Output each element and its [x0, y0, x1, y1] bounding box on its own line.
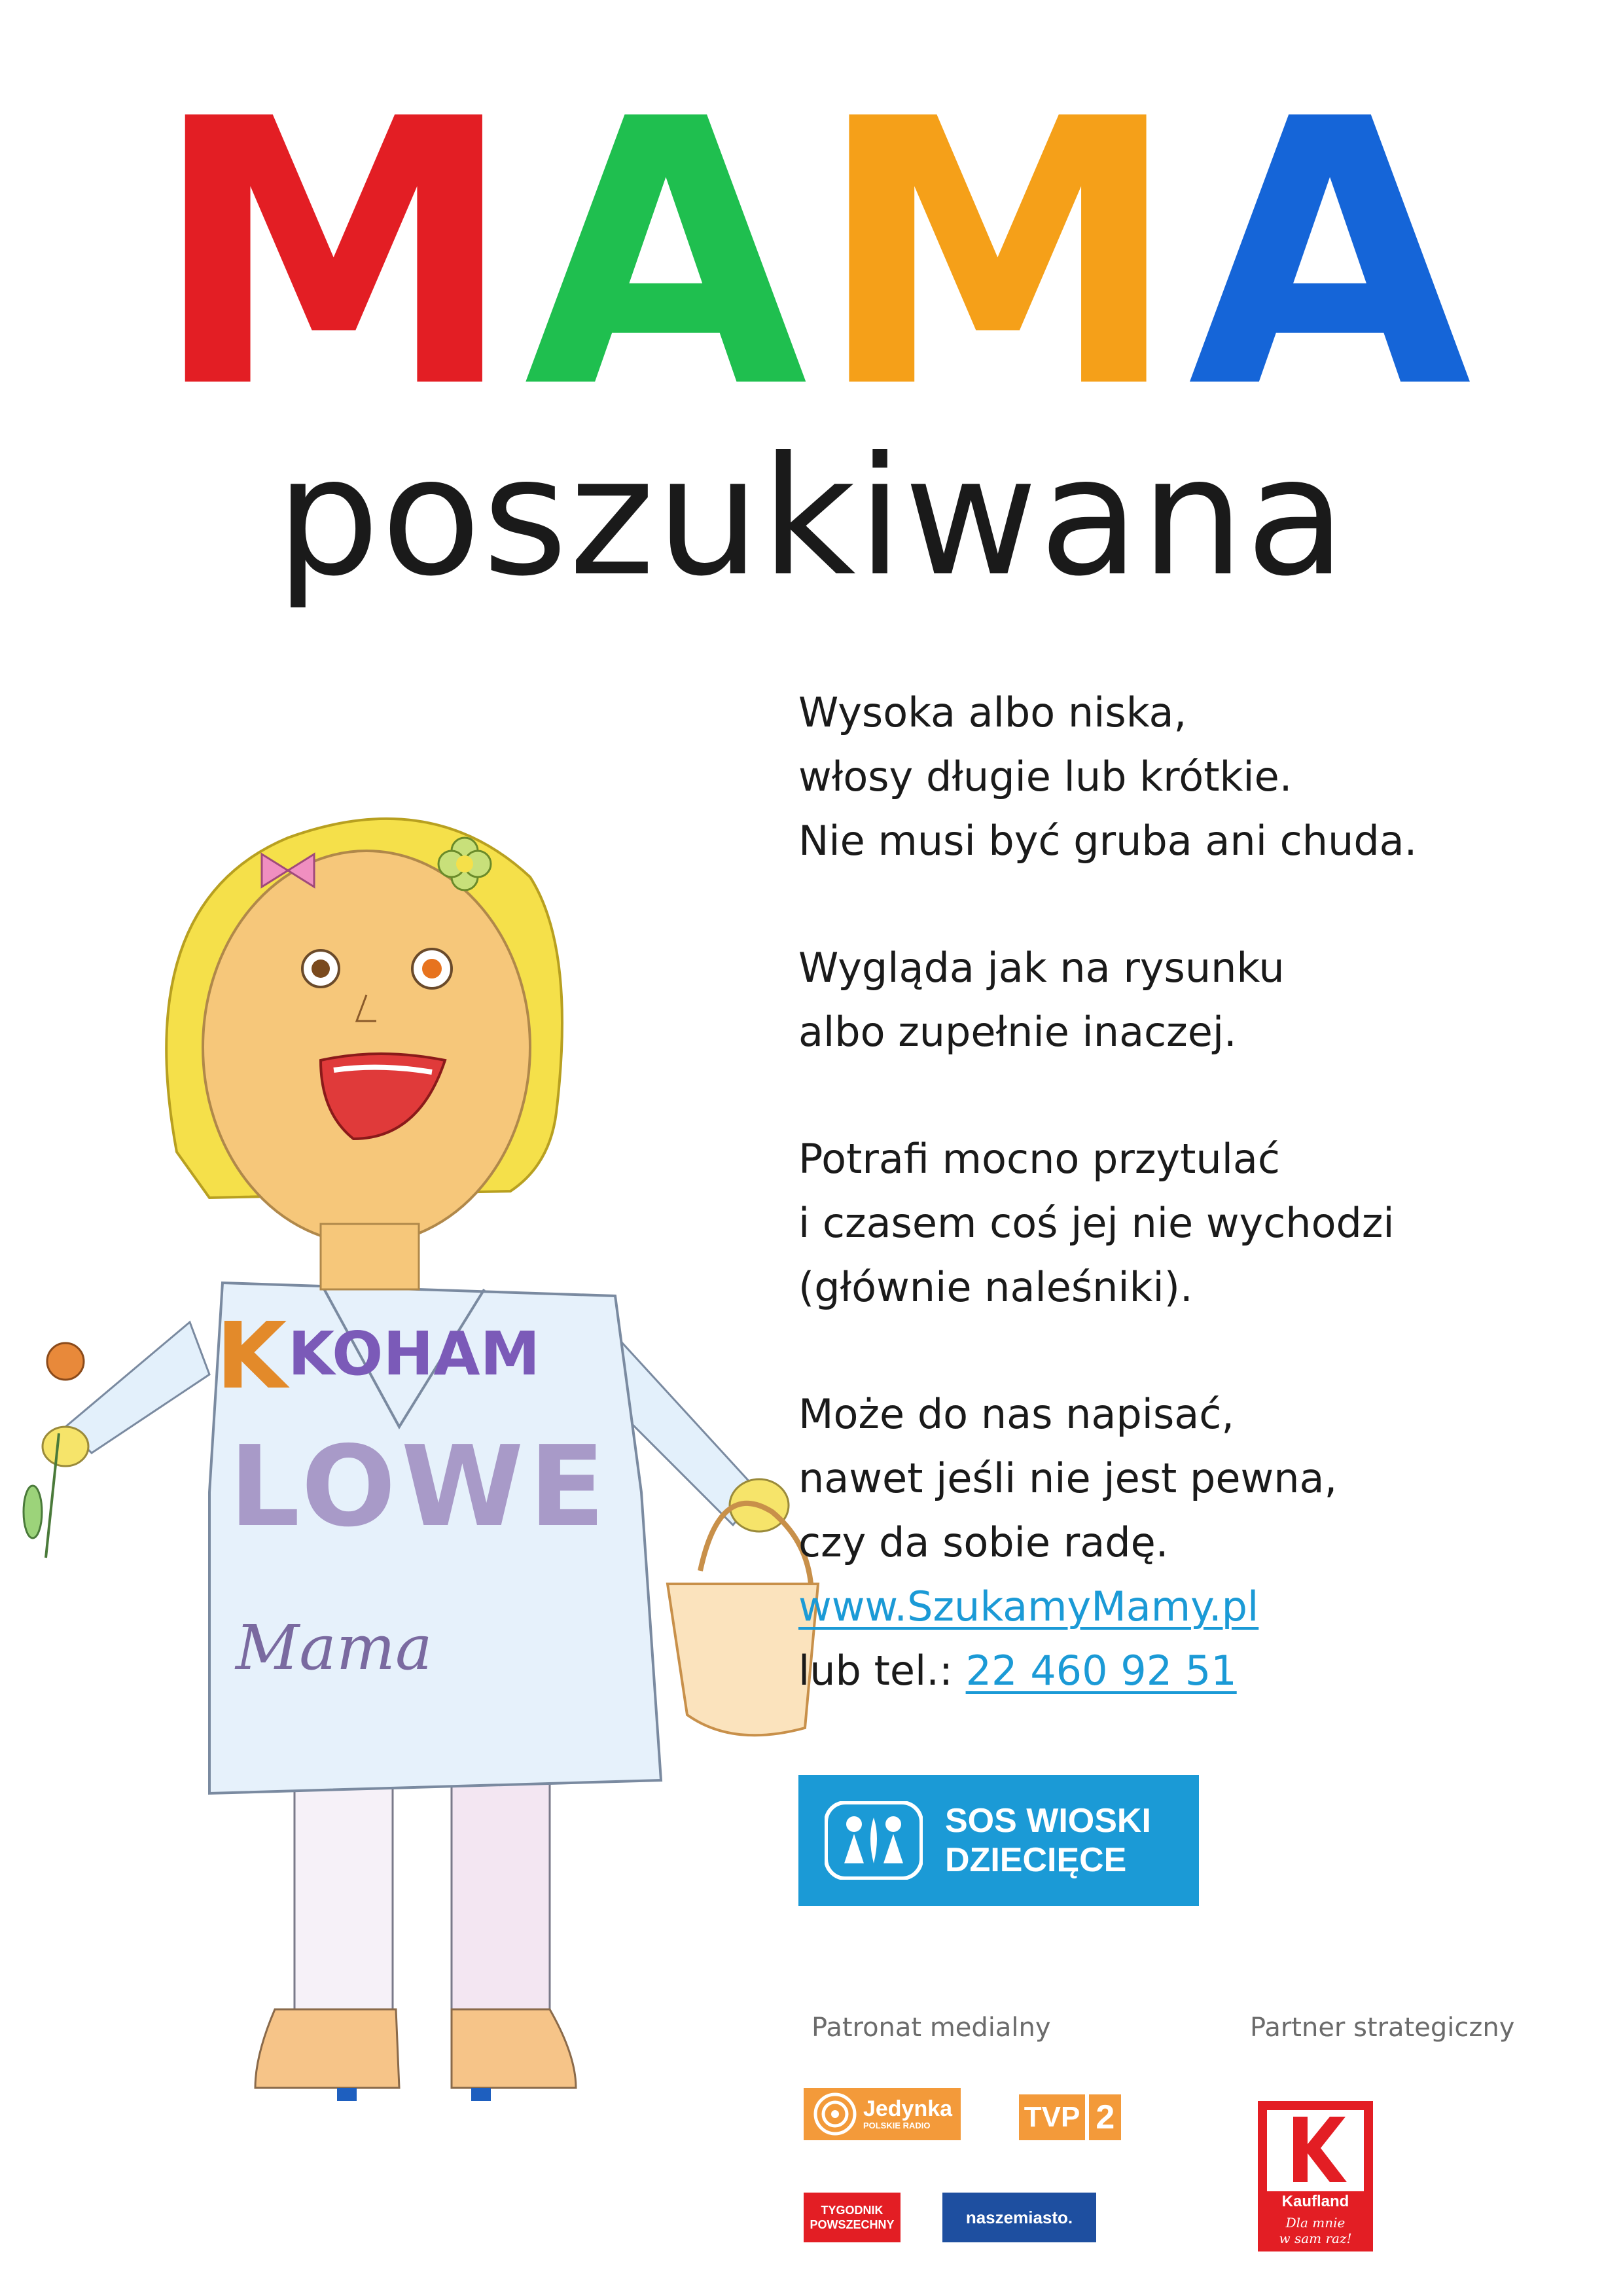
kaufland-slogan-2: w sam raz! — [1279, 2231, 1352, 2246]
poem-line: czy da sobie radę. — [798, 1518, 1169, 1566]
poem-line: Może do nas napisać, — [798, 1390, 1235, 1438]
jedynka-logo — [804, 2088, 961, 2140]
poster-subtitle: poszukiwana — [276, 422, 1347, 612]
kaufland-slogan — [1258, 2215, 1373, 2246]
naszemiasto-name: naszemiasto. — [965, 2207, 1073, 2227]
poem-line: i czasem coś jej nie wychodzi — [798, 1199, 1395, 1247]
poem-line: Potrafi mocno przytulać — [798, 1135, 1281, 1183]
kaufland-slogan-1: Dla mnie — [1285, 2215, 1346, 2231]
phone-prefix: lub tel.: — [798, 1647, 953, 1695]
poem-line: włosy długie lub krótkie. — [798, 753, 1293, 800]
kaufland-k-icon — [1267, 2110, 1364, 2191]
poem-line: nawet jeśli nie jest pewna, — [798, 1454, 1338, 1502]
title-letter-m2: M — [815, 42, 1181, 469]
stanza-4 — [798, 1382, 1551, 1703]
kaufland-k-box — [1267, 2110, 1364, 2191]
poem-text — [798, 681, 1551, 1703]
tygodnik-powszechny-logo — [804, 2193, 901, 2242]
radio-waves-icon — [812, 2091, 858, 2137]
sos-line-2: DZIECIĘCE — [945, 1841, 1127, 1879]
poster-title — [0, 42, 1623, 469]
jedynka-sub: POLSKIE RADIO — [863, 2121, 931, 2130]
tvp2-logo — [1001, 2094, 1139, 2140]
poem-line: Nie musi być gruba ani chuda. — [798, 817, 1418, 865]
title-letter-m1: M — [151, 42, 516, 469]
shirt-text-2: LOWE — [229, 1422, 611, 1552]
tvp-number: 2 — [1089, 2094, 1121, 2140]
title-letter-a1: A — [524, 42, 808, 469]
sos-name — [945, 1801, 1151, 1880]
website-link[interactable]: www.SzukamyMamy.pl — [798, 1583, 1259, 1630]
poem-line: Wysoka albo niska, — [798, 689, 1187, 736]
media-patron-caption: Patronat medialny — [812, 2013, 1051, 2043]
phone-link[interactable]: 22 460 92 51 — [965, 1647, 1237, 1695]
sos-wioski-logo — [798, 1775, 1199, 1906]
stanza-1 — [798, 681, 1551, 873]
naszemiasto-logo — [942, 2193, 1096, 2242]
shirt-letter-k: K — [216, 1303, 287, 1410]
poem-line: albo zupełnie inaczej. — [798, 1008, 1237, 1056]
sos-line-1: SOS WIOSKI — [945, 1802, 1151, 1840]
tygodnik-line-1: TYGODNIK — [821, 2204, 883, 2217]
shirt-signature: Mama — [236, 1612, 433, 1684]
poem-line: Wygląda jak na rysunku — [798, 944, 1285, 992]
tygodnik-line-2: POWSZECHNY — [810, 2218, 895, 2231]
title-letter-a2: A — [1188, 42, 1472, 469]
jedynka-name: Jedynka — [863, 2096, 953, 2121]
partner-caption: Partner strategiczny — [1250, 2013, 1515, 2043]
stanza-2 — [798, 936, 1551, 1064]
sos-children-icon — [825, 1801, 923, 1880]
shirt-text-1: KOHAM — [288, 1319, 541, 1389]
stanza-3 — [798, 1127, 1551, 1319]
kaufland-name: Kaufland — [1281, 2193, 1349, 2210]
poem-line: (głównie naleśniki). — [798, 1263, 1193, 1311]
kaufland-logo — [1258, 2101, 1373, 2251]
child-drawing-illustration — [13, 772, 825, 2160]
tvp-text: TVP — [1019, 2094, 1086, 2140]
